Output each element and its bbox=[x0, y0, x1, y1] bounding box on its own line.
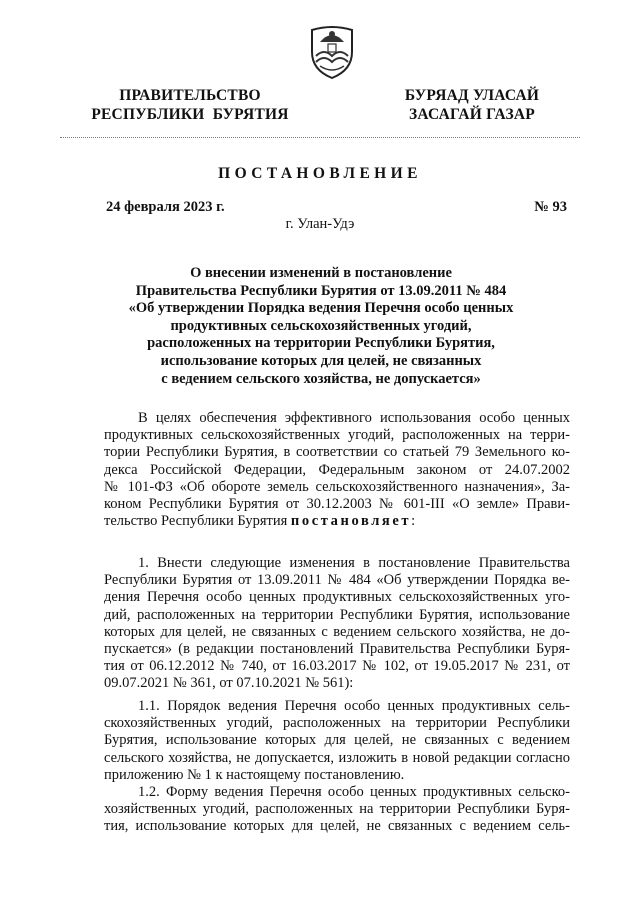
header-left-line: ПРАВИТЕЛЬСТВО bbox=[119, 87, 261, 104]
document-title: ПОСТАНОВЛЕНИЕ bbox=[218, 165, 422, 182]
body-line: продуктивных сельскохозяйственных угодий, расположенных на терри- bbox=[104, 427, 570, 444]
decree-suffix: : bbox=[411, 513, 416, 530]
subject-line: О внесении изменений в постановление bbox=[190, 265, 452, 281]
document-city: г. Улан-Удэ bbox=[285, 216, 355, 232]
body-line: которых для целей, не связанных с ведением сельского хозяйства, не до- bbox=[104, 623, 570, 640]
body-line: 1. Внести следующие изменения в постановление Правительства bbox=[138, 555, 570, 571]
body-line: В целях обеспечения эффективного использования особо ценных bbox=[138, 410, 570, 426]
document-number: № 93 bbox=[534, 199, 567, 215]
header-left-line: РЕСПУБЛИКИ БУРЯТИЯ bbox=[91, 106, 289, 123]
subject-line: расположенных на территории Республики Бурятия, bbox=[147, 335, 495, 352]
header-right-line: ЗАСАГАЙ ГАЗАР bbox=[409, 106, 535, 123]
body-line: тия, использование которых для целей, не связанных с ведением сель- bbox=[104, 818, 570, 835]
body-line: 09.07.2021 № 361, от 07.10.2021 № 561): bbox=[104, 675, 354, 692]
body-line: тории Республики Бурятия, в соответствии со статьей 79 Земельного ко- bbox=[104, 444, 570, 461]
header-separator bbox=[60, 137, 580, 138]
item-1-2-paragraph bbox=[104, 784, 570, 836]
body-line bbox=[104, 513, 570, 530]
body-line: коном Республики Бурятия от 30.12.2003 № 601-III «О земле» Прави- bbox=[104, 496, 570, 513]
body-line: № 101-ФЗ «Об обороте земель сельскохозяйственного назначения», За- bbox=[104, 478, 570, 495]
coat-of-arms-icon bbox=[306, 22, 358, 80]
preamble-paragraph bbox=[104, 410, 570, 530]
body-line: хозяйственных угодий, расположенных на территории Республики Буря- bbox=[104, 801, 570, 818]
body-line: скохозяйственных угодий, расположенных на территории Республики bbox=[104, 715, 570, 732]
subject-line: с ведением сельского хозяйства, не допускается» bbox=[161, 370, 481, 387]
body-line: 1.1. Порядок ведения Перечня особо ценных продуктивных сель- bbox=[138, 698, 570, 714]
body-line: Бурятия, использование которых для целей, не связанных с ведением bbox=[104, 732, 570, 749]
subject-line: использование которых для целей, не связанных bbox=[160, 352, 482, 369]
decree-prefix: тельство Республики Бурятия bbox=[104, 513, 291, 530]
body-line: сельского хозяйства, не допускается, изложить в новой редакции согласно bbox=[104, 749, 570, 766]
body-line: тия от 06.12.2012 № 740, от 16.03.2017 № 102, от 19.05.2017 № 231, от bbox=[104, 658, 570, 675]
decree-verb: постановляет bbox=[290, 513, 412, 530]
body-line: дения Перечня особо ценных продуктивных сельскохозяйственных уго- bbox=[104, 589, 570, 606]
subject-line: Правительства Республики Бурятия от 13.09.2011 № 484 bbox=[135, 282, 507, 299]
item-1-paragraph bbox=[104, 555, 570, 693]
body-line: Республики Бурятия от 13.09.2011 № 484 «Об утверждении Порядка ве- bbox=[104, 572, 570, 589]
header-right-line: БУРЯАД УЛАСАЙ bbox=[404, 87, 540, 104]
body-line: 1.2. Форму ведения Перечня особо ценных продуктивных сельско- bbox=[138, 784, 570, 800]
item-1-1-paragraph bbox=[104, 698, 570, 784]
subject-line: продуктивных сельскохозяйственных угодий, bbox=[170, 317, 472, 334]
document-date: 24 февраля 2023 г. bbox=[106, 199, 225, 215]
body-line: пускается» (в редакции постановлений Правительства Республики Буря- bbox=[104, 641, 570, 658]
body-line: декса Российской Федерации, Федеральным законом от 24.07.2002 bbox=[104, 461, 570, 478]
body-line: дий, расположенных на территории Республики Бурятия, использование bbox=[104, 606, 570, 623]
subject-line: «Об утверждении Порядка ведения Перечня особо ценных bbox=[128, 300, 514, 317]
government-name-buryat bbox=[392, 86, 552, 124]
document-subject bbox=[80, 265, 562, 388]
government-name-russian bbox=[80, 86, 300, 124]
body-line: приложению № 1 к настоящему постановлению. bbox=[104, 766, 405, 783]
